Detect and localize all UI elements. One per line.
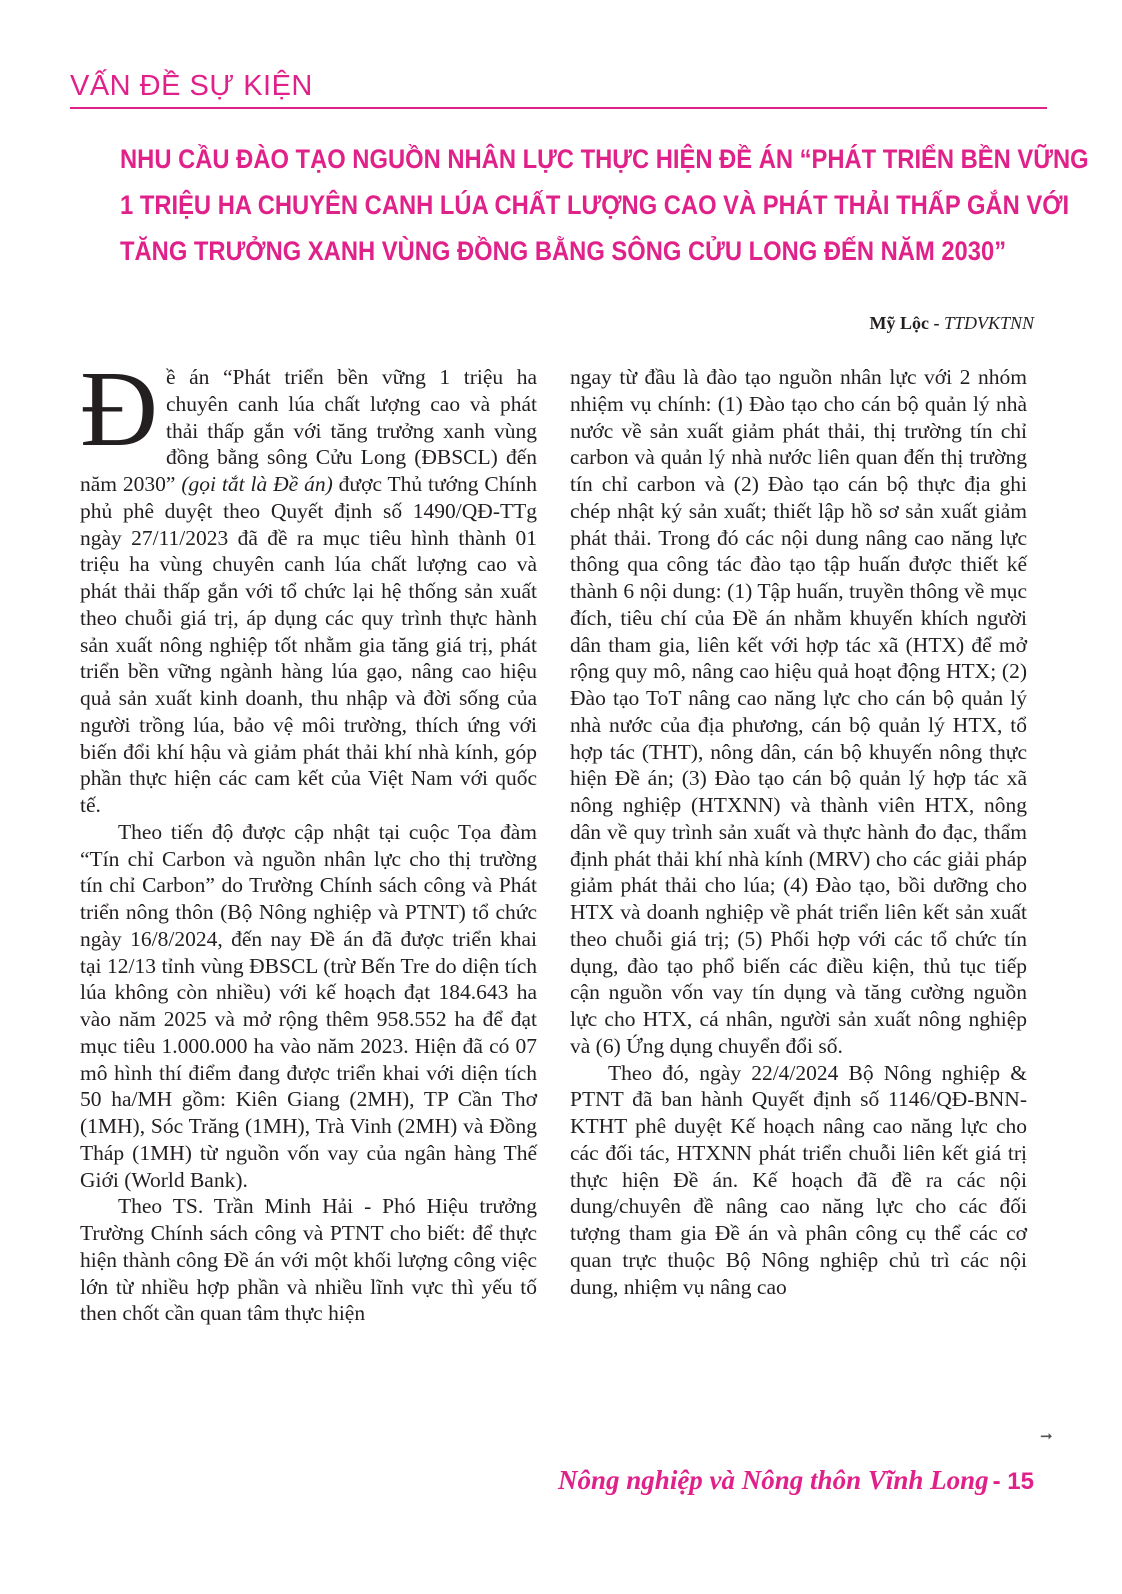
paragraph: Theo tiến độ được cập nhật tại cuộc Tọa đàm “Tín chỉ Carbon và nguồn nhân lực cho thị trường tín chỉ Carbon” do Trường Chính sách công và Phát triển nông thôn (Bộ Nông nghiệp và PTNT) tổ chức ngày 16/8/2024, đến nay Đề án đã được triển khai tại 12/13 tỉnh vùng ĐBSCL (trừ Bến Tre do diện tích lúa không còn nhiều) với kế hoạch đạt 184.643 ha vào năm 2025 và mở rộng thêm 958.552 ha để đạt mục tiêu 1.000.000 ha vào năm 2023. Hiện đã có 07 mô hình thí điểm đang được triển khai với diện tích 50 ha/MH gồm: Kiên Giang (2MH), TP Cần Thơ (1MH), Sóc Trăng (1MH), Trà Vinh (2MH) và Đồng Tháp (1MH) từ nguồn vốn vay của ngân hàng Thế Giới (World Bank). <box>80 819 537 1192</box>
paragraph: Đề án “Phát triển bền vững 1 triệu ha chuyên canh lúa chất lượng cao và phát thải thấp gắn với tăng trưởng xanh vùng đồng bằng sông Cửu Long (ĐBSCL) đến năm 2030” (gọi tắt là Đề án) được Thủ tướng Chính phủ phê duyệt theo Quyết định số 1490/QĐ-TTg ngày 27/11/2023 đã đề ra mục tiêu hình thành 01 triệu ha vùng chuyên canh lúa chất lượng cao và phát thải thấp gắn với tổ chức lại hệ thống sản xuất theo chuỗi giá trị, áp dụng các quy trình thực hành sản xuất nông nghiệp tốt nhằm gia tăng giá trị, phát triển bền vững ngành hàng lúa gạo, nâng cao hiệu quả sản xuất kinh doanh, thu nhập và đời sống của người trồng lúa, bảo vệ môi trường, thích ứng với biến đổi khí hậu và giảm phát thải khí nhà kính, góp phần thực hiện các cam kết của Việt Nam với quốc tế. <box>80 350 537 817</box>
continue-arrow-icon: ➞ <box>1040 1427 1053 1445</box>
title-line: TĂNG TRƯỞNG XANH VÙNG ĐỒNG BẰNG SÔNG CỬU LONG ĐẾN NĂM 2030” <box>120 236 1007 266</box>
page-number: - 15 <box>992 1468 1034 1495</box>
article-column-right <box>570 364 1027 1300</box>
paragraph: Theo đó, ngày 22/4/2024 Bộ Nông nghiệp & PTNT đã ban hành Quyết định số 1146/QĐ-BNN-KTHT phê duyệt Kế hoạch nâng cao năng lực cho các đối tác, HTXNN phát triển chuỗi liên kết giá trị thực hiện Đề án. Kế hoạch đã đề ra các nội dung/chuyên đề nâng cao năng lực cho các đối tượng tham gia Đề án và phân công cụ thể các cơ quan trực thuộc Bộ Nông nghiệp chủ trì các nội dung, nhiệm vụ nâng cao <box>570 1060 1027 1299</box>
author-org: TTDVKTNN <box>943 313 1034 333</box>
paragraph: ngay từ đầu là đào tạo nguồn nhân lực với 2 nhóm nhiệm vụ chính: (1) Đào tạo cho cán bộ quản lý nhà nước về sản xuất giảm phát thải, thị trường tín chỉ carbon và quản lý nhà nước liên quan đến thị trường tín chỉ carbon và (2) Đào tạo cán bộ thực địa ghi chép nhật ký sản xuất; thiết lập hồ sơ sản xuất giảm phát thải. Trong đó các nội dung nâng cao năng lực thông qua công tác đào tạo tập huấn được thiết kế thành 6 nội dung: (1) Tập huấn, truyền thông về mục đích, tiêu chí của Đề án nhằm khuyến khích người dân tham gia, liên kết với hợp tác xã (HTX) để mở rộng quy mô, nâng cao hiệu quả hoạt động HTX; (2) Đào tạo ToT nâng cao năng lực cho cán bộ quản lý nhà nước của địa phương, cán bộ quản lý HTX, tổ hợp tác (THT), nông dân, cán bộ khuyến nông thực hiện Đề án; (3) Đào tạo cán bộ quản lý hợp tác xã nông nghiệp (HTXNN) và thành viên HTX, nông dân về quy trình sản xuất và thực hành đo đạc, thẩm định phát thải khí nhà kính (MRV) cho các giải pháp giảm phát thải cho lúa; (4) Đào tạo, bồi dưỡng cho HTX và doanh nghiệp về phát triển liên kết sản xuất theo chuỗi giá trị; (5) Phối hợp với các tổ chức tín dụng, đào tạo phổ biến các điều kiện, thủ tục tiếp cận nguồn vốn vay tín dụng và tăng cường nguồn lực cho HTX, cá nhân, người sản xuất nông nghiệp và (6) Ứng dụng chuyển đổi số. <box>570 365 1027 1058</box>
byline <box>869 313 1034 334</box>
title-line: NHU CẦU ĐÀO TẠO NGUỒN NHÂN LỰC THỰC HIỆN ĐỀ ÁN “PHÁT TRIỂN BỀN VỮNG <box>120 144 1089 174</box>
paragraph: Theo TS. Trần Minh Hải - Phó Hiệu trưởng Trường Chính sách công và PTNT cho biết: để thực hiện thành công Đề án với một khối lượng công việc lớn từ nhiều hợp phần và nhiều lĩnh vực thì yếu tố then chốt cần quan tâm thực hiện <box>80 1194 537 1326</box>
page-footer <box>558 1465 1034 1496</box>
italic-note: (gọi tắt là Đề án) <box>181 472 333 496</box>
author-name: Mỹ Lộc - <box>869 313 940 333</box>
section-divider <box>70 107 1047 109</box>
title-line: 1 TRIỆU HA CHUYÊN CANH LÚA CHẤT LƯỢNG CAO VÀ PHÁT THẢI THẤP GẮN VỚI <box>120 190 1070 220</box>
article-column-left <box>80 350 537 1327</box>
drop-cap: Đ <box>80 350 158 469</box>
article-title <box>120 136 1089 274</box>
section-label: VẤN ĐỀ SỰ KIỆN <box>70 70 313 102</box>
magazine-name: Nông nghiệp và Nông thôn Vĩnh Long <box>558 1465 989 1495</box>
